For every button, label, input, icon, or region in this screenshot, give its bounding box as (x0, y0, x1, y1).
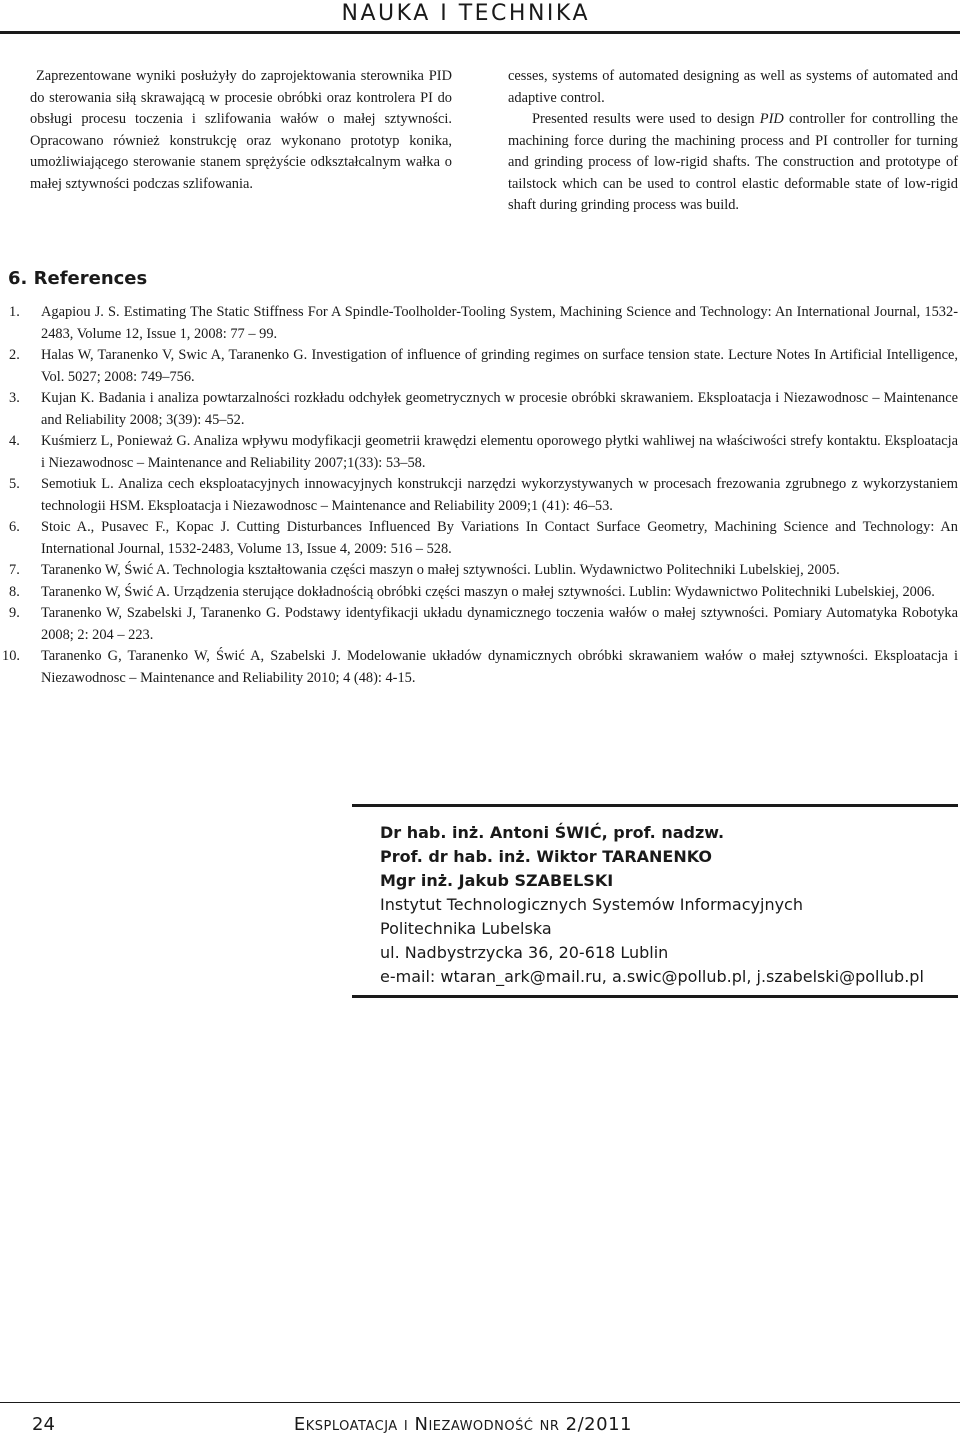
header-rule (0, 31, 960, 34)
university-name: Politechnika Lubelska (380, 919, 552, 938)
right-column (508, 66, 958, 217)
reference-item (0, 603, 958, 646)
reference-number: 10. (2, 648, 20, 664)
reference-item (0, 582, 958, 604)
reference-number: 1. (9, 304, 20, 320)
author-lines (380, 821, 924, 989)
reference-number: 2. (9, 347, 20, 363)
left-column (30, 66, 452, 195)
page-number: 24 (32, 1414, 55, 1435)
reference-item (0, 345, 958, 388)
author-name: Prof. dr hab. inż. Wiktor TARANENKO (380, 847, 713, 866)
reference-item (0, 474, 958, 517)
reference-number: 6. (9, 519, 20, 535)
reference-number: 3. (9, 390, 20, 406)
reference-number: 7. (9, 562, 20, 578)
section-title: NAUKA I TECHNIKA (341, 1, 590, 26)
reference-text: Kuśmierz L, Ponieważ G. Analiza wpływu modyfikacji geometrii krawędzi elementu oporowego płytki wahliwej na właściwości strefy kontaktu. Eksploatacja i Niezawodnosc – Maintenance and Reliability 2007;1(33): 53–58. (41, 433, 958, 471)
reference-text: Agapiou J. S. Estimating The Static Stiffness For A Spindle-Toolholder-Tooling System, Machining Science and Technology: An International Journal, 1532-2483, Volume 12, Issue 1, 2008: 77 – 99. (41, 304, 958, 342)
reference-item (0, 302, 958, 345)
reference-item (0, 388, 958, 431)
reference-text: Stoic A., Pusavec F., Kopac J. Cutting Disturbances Influenced By Variations In Contact Surface Geometry, Machining Science and Technology: An International Journal, 1532-2483, Volume 13, Issue 4, 2009: 516 – 528. (41, 519, 958, 557)
reference-number: 5. (9, 476, 20, 492)
paragraph-text: controller for controlling the machining force during the machining process and PI controller for turning and grinding process of low-rigid shafts. The construction and prototype of tailstock which can be used to control elastic deformable state of low-rigid shaft during grinding process was build. (508, 111, 958, 213)
reference-text: Taranenko W, Szabelski J, Taranenko G. Podstawy identyfikacji układu dynamicznego toczenia wałów o małej sztywności. Pomiary Automatyka Robotyka 2008; 2: 204 – 223. (41, 605, 958, 643)
reference-item (0, 517, 958, 560)
reference-text: Kujan K. Badania i analiza powtarzalności rozkładu odchyłek geometrycznych w procesie obróbki skrawaniem. Eksploatacja i Niezawodnosc – Maintenance and Reliability 2008; 3(39): 45–52. (41, 390, 958, 428)
reference-number: 4. (9, 433, 20, 449)
reference-item (0, 560, 958, 582)
reference-text: Halas W, Taranenko V, Swic A, Taranenko G. Investigation of influence of grinding regimes on surface tension state. Lecture Notes In Artificial Intelligence, Vol. 5027; 2008: 749–756. (41, 347, 958, 385)
author-name: Dr hab. inż. Antoni ŚWIĆ, prof. nadzw. (380, 823, 725, 842)
author-name: Mgr inż. Jakub SZABELSKI (380, 871, 614, 890)
pid-term: PID (759, 111, 784, 127)
reference-text: Semotiuk L. Analiza cech eksploatacyjnych innowacyjnych konstrukcji narzędzi wykorzystywanych w procesach frezowania zgrubnego z wykorzystaniem technologii HSM. Eksploatacja i Niezawodnosc – Maintenance and Reliability 2009;1 (41): 46–53. (41, 476, 958, 514)
reference-text: Taranenko G, Taranenko W, Świć A, Szabelski J. Modelowanie układów dynamicznych obróbki skrawaniem wałów o małej sztywności. Eksploatacja i Niezawodnosc – Maintenance and Reliability 2010; 4 (48): 4-15. (41, 648, 958, 686)
reference-item (0, 646, 958, 689)
reference-number: 9. (9, 605, 20, 621)
reference-item (0, 431, 958, 474)
footer-rule (0, 1402, 960, 1403)
summary-paragraph-en-2 (508, 109, 958, 217)
author-info-box (352, 804, 958, 998)
summary-paragraph-pl: Zaprezentowane wyniki posłużyły do zaprojektowania sterownika PID do sterowania siłą skrawającą w procesie obróbki oraz kontrolera PI do obsługi procesu toczenia i szlifowania wałów o małej sztywności. Opracowano również konstrukcję oraz wykonano prototyp konika, umożliwiającego sterowanie stanem sprężyście odkształcalnym wałka o małej sztywności podczas szlifowania. (30, 68, 452, 192)
postal-address: ul. Nadbystrzycka 36, 20-618 Lublin (380, 943, 669, 962)
summary-paragraph-en-1: cesses, systems of automated designing as well as systems of automated and adaptive control. (508, 68, 958, 106)
reference-text: Taranenko W, Świć A. Urządzenia sterujące dokładnością obróbki części maszyn o małej sztywności. Lublin: Wydawnictwo Politechniki Lubelskiej, 2006. (41, 583, 935, 600)
paragraph-text: Presented results were used to design (532, 111, 760, 127)
email-addresses: e-mail: wtaran_ark@mail.ru, a.swic@pollub.pl, j.szabelski@pollub.pl (380, 967, 924, 986)
journal-name: Eksploatacja i Niezawodność nr 2/2011 (293, 1414, 632, 1435)
reference-number: 8. (9, 583, 20, 600)
references-list (0, 302, 958, 689)
references-heading: 6. References (8, 268, 148, 289)
institute-name: Instytut Technologicznych Systemów Informacyjnych (380, 895, 803, 914)
reference-text: Taranenko W, Świć A. Technologia kształtowania części maszyn o małej sztywności. Lublin. Wydawnictwo Politechniki Lubelskiej, 2005. (41, 562, 840, 578)
